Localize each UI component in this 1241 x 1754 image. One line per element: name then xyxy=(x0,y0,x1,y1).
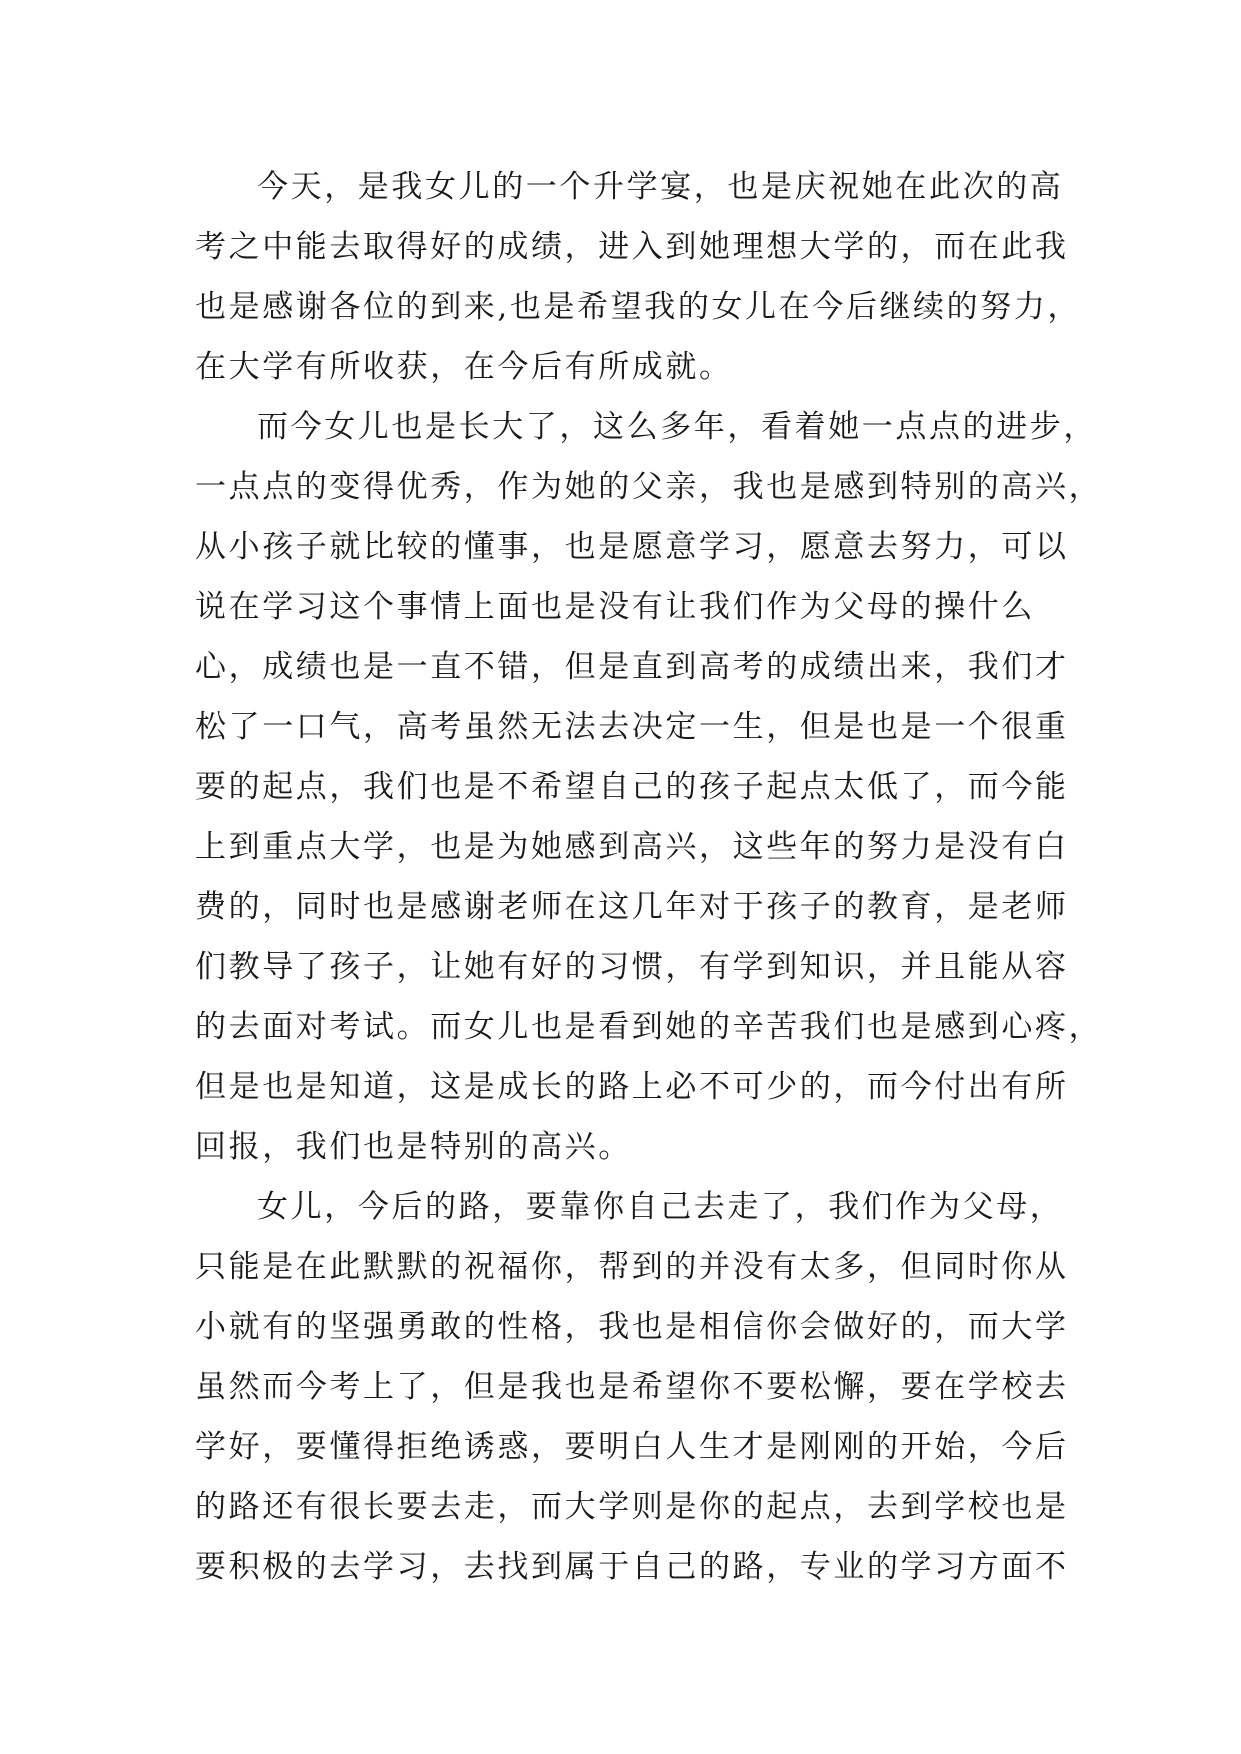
paragraph-3-line-1: 女儿，今后的路，要靠你自己去走了，我们作为父母， xyxy=(257,1189,1064,1225)
paragraph-3-line-5: 学好，要懂得拒绝诱惑，要明白人生才是刚刚的开始，今后 xyxy=(195,1429,1069,1465)
paragraph-2-line-9: 费的，同时也是感谢老师在这几年对于孩子的教育，是老师 xyxy=(195,889,1069,925)
paragraph-2-line-1: 而今女儿也是长大了，这么多年，看着她一点点的进步， xyxy=(257,409,1097,445)
paragraph-2-line-7: 要的起点，我们也是不希望自己的孩子起点太低了，而今能 xyxy=(195,769,1069,805)
paragraph-3-line-2: 只能是在此默默的祝福你，帮到的并没有太多，但同时你从 xyxy=(195,1249,1069,1285)
paragraph-1-line-1: 今天，是我女儿的一个升学宴，也是庆祝她在此次的高 xyxy=(257,169,1064,205)
paragraph-2-line-8: 上到重点大学，也是为她感到高兴，这些年的努力是没有白 xyxy=(195,829,1069,865)
paragraph-3-line-4: 虽然而今考上了，但是我也是希望你不要松懈，要在学校去 xyxy=(195,1369,1069,1405)
paragraph-3-line-3: 小就有的坚强勇敢的性格，我也是相信你会做好的，而大学 xyxy=(195,1309,1069,1345)
paragraph-2-line-13: 回报，我们也是特别的高兴。 xyxy=(195,1129,632,1165)
paragraph-3-line-7: 要积极的去学习，去找到属于自己的路，专业的学习方面不 xyxy=(195,1549,1069,1585)
paragraph-2-line-4: 说在学习这个事情上面也是没有让我们作为父母的操什么 xyxy=(195,589,1035,625)
paragraph-2-line-10: 们教导了孩子，让她有好的习惯，有学到知识，并且能从容 xyxy=(195,949,1069,985)
paragraph-1-line-4: 在大学有所收获，在今后有所成就。 xyxy=(195,349,733,385)
paragraph-2-line-11: 的去面对考试。而女儿也是看到她的辛苦我们也是感到心疼， xyxy=(195,1009,1103,1045)
paragraph-1-line-2: 考之中能去取得好的成绩，进入到她理想大学的，而在此我 xyxy=(195,229,1069,265)
paragraph-2-line-5: 心，成绩也是一直不错，但是直到高考的成绩出来，我们才 xyxy=(195,649,1069,685)
paragraph-1-line-3: 也是感谢各位的到来,也是希望我的女儿在今后继续的努力， xyxy=(195,289,1082,325)
paragraph-2-line-3: 从小孩子就比较的懂事，也是愿意学习，愿意去努力，可以 xyxy=(195,529,1069,565)
paragraph-2-line-2: 一点点的变得优秀，作为她的父亲，我也是感到特别的高兴， xyxy=(195,469,1103,505)
paragraph-2-line-6: 松了一口气，高考虽然无法去决定一生，但是也是一个很重 xyxy=(195,709,1069,745)
paragraph-3-line-6: 的路还有很长要去走，而大学则是你的起点，去到学校也是 xyxy=(195,1489,1069,1525)
paragraph-2-line-12: 但是也是知道，这是成长的路上必不可少的，而今付出有所 xyxy=(195,1069,1069,1105)
